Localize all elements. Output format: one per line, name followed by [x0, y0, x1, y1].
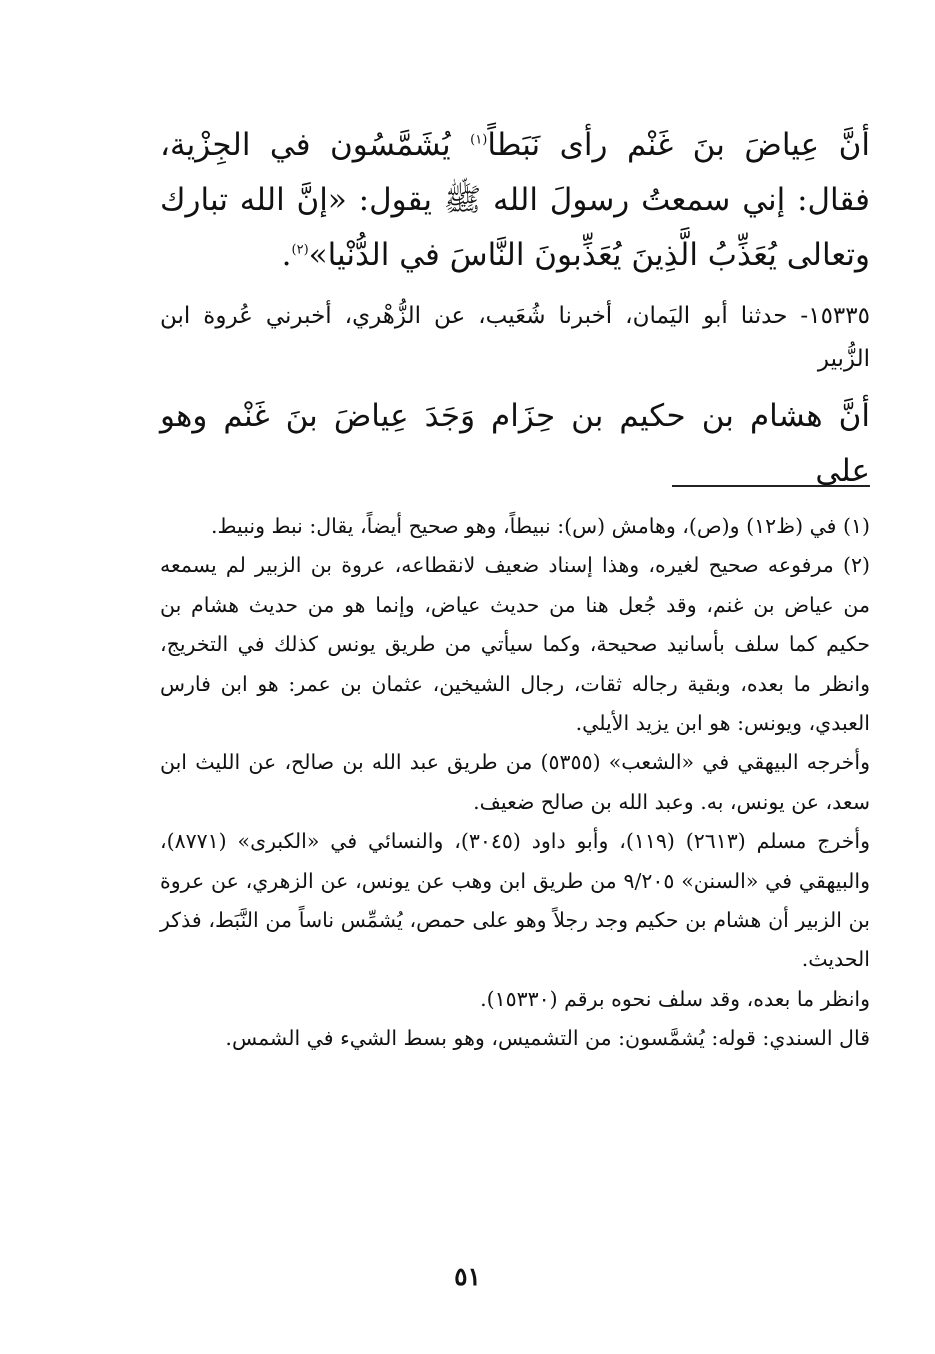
footnote-ref-1: (١)	[470, 132, 488, 148]
hadith-text-end: .	[281, 237, 292, 273]
footnotes	[160, 507, 870, 1059]
footnote-paragraph: قال السندي: قوله: يُشمَّسون: من التشميس، وهو بسط الشيء في الشمس.	[225, 1026, 870, 1051]
page-number: ٥١	[454, 1262, 481, 1291]
hadith-text-part-2: يُشَمَّسُون في الجِزْية، فقال: إني سمعتُ رسولَ الله ﷺ يقول: «إنَّ الله تبارك وتعالى يُعَذِّبُ الَّذِينَ يُعَذِّبونَ النَّاسَ في الدُّنْيا»	[160, 127, 870, 273]
footnote-1: (١) في (ظ١٢) و(ص)، وهامش (س): نبيطاً، وهو صحيح أيضاً، يقال: نبط ونبيط.	[211, 514, 870, 538]
footnote-2: (٢) مرفوعه صحيح لغيره، وهذا إسناد ضعيف لانقطاعه، عروة بن الزبير لم يسمعه من عياض بن غنم، وقد جُعل هنا من حديث عياض، وإنما هو من حديث هشام بن حكيم كما سلف بأسانيد صحيحة، وكما سيأتي من طريق يونس كذلك في التخريج، وانظر ما بعده، وبقية رجاله ثقات، رجال الشيخين، عثمان بن عمر: هو ابن فارس العبدي، ويونس: هو ابن يزيد الأيلي.	[160, 553, 870, 736]
footnote-paragraph: وانظر ما بعده، وقد سلف نحوه برقم (١٥٣٣٠).	[480, 986, 870, 1011]
main-text	[160, 118, 870, 499]
footnote-paragraph: وأخرجه البيهقي في «الشعب» (٥٣٥٥) من طريق عبد الله بن صالح، عن الليث ابن سعد، عن يونس، به. وعبد الله بن صالح ضعيف.	[160, 750, 870, 814]
footnote-paragraph: وأخرج مسلم (٢٦١٣) (١١٩)، وأبو داود (٣٠٤٥)، والنسائي في «الكبرى» (٨٧٧١)، والبيهقي في «السنن» ٩/٢٠٥ من طريق ابن وهب عن يونس، عن الزهري، عن عروة بن الزبير أن هشام بن حكيم وجد رجلاً وهو على حمص، يُشمِّس ناساً من النَّبَط، فذكر الحديث.	[160, 829, 871, 972]
hadith-text-part-1: أنَّ عِياضَ بنَ غَنْم رأى نَبَطاً	[487, 127, 870, 163]
next-hadith-text: أنَّ هشام بن حكيم بن حِزَام وَجَدَ عِياضَ بنَ غَنْم وهو على	[160, 398, 870, 489]
footnote-divider	[672, 485, 870, 487]
hadith-text	[160, 118, 870, 283]
hadith-chain: ١٥٣٣٥- حدثنا أبو اليَمان، أخبرنا شُعَيب، عن الزُّهْري، أخبرني عُروة ابن الزُّبير	[160, 303, 870, 372]
footnote-ref-2: (٢)	[291, 242, 309, 258]
